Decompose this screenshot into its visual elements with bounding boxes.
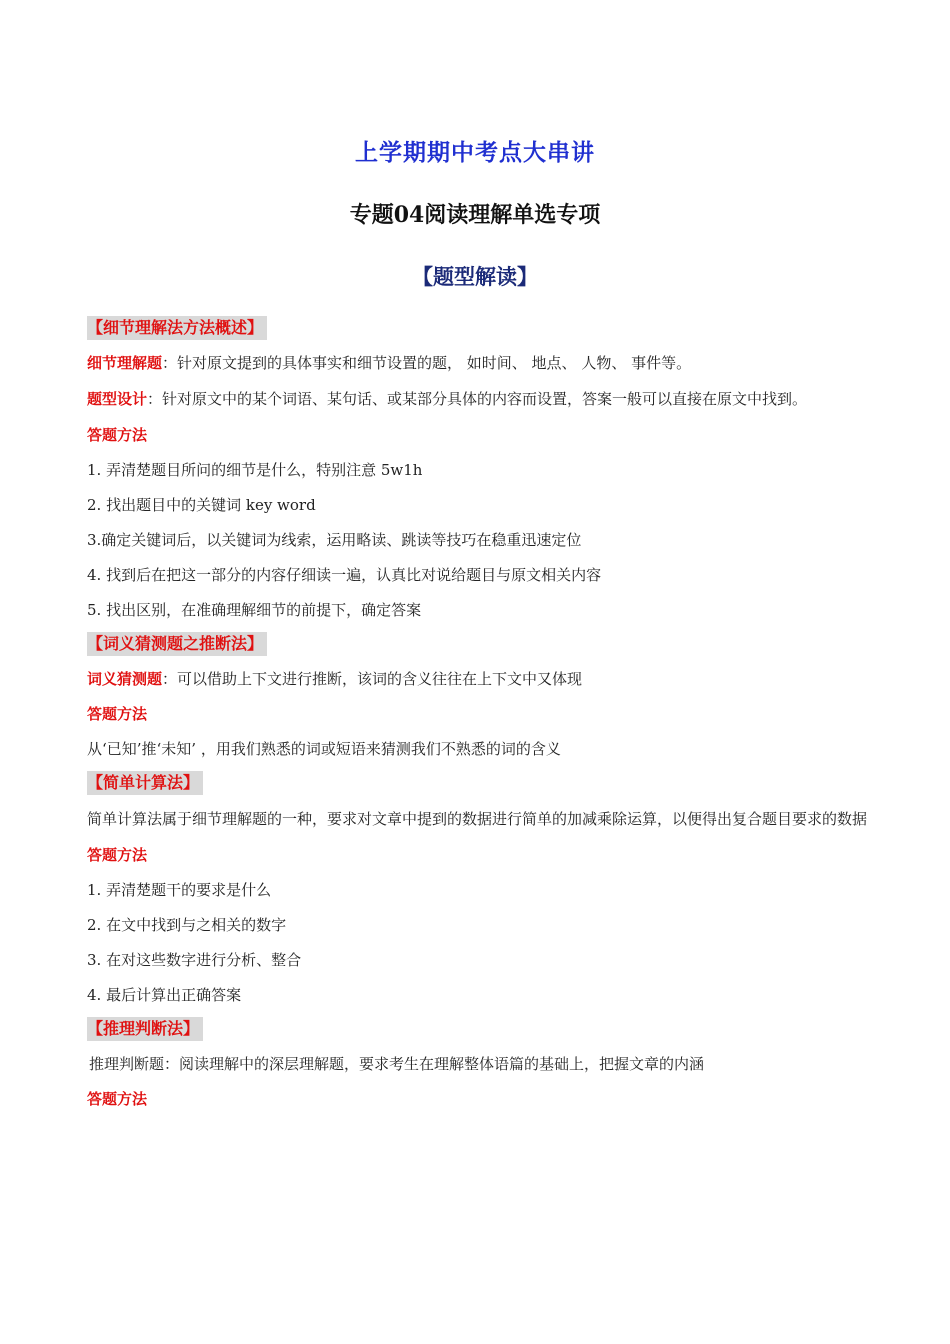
detail-step: 3.确定关键词后，以关键词为线索，运用略读、跳读等技巧在稳重迅速定位 <box>87 531 582 549</box>
section-title: 【题型解读】 <box>412 265 538 289</box>
calc-method-label: 答题方法 <box>87 846 148 864</box>
guess-method-text: 从‘已知’推‘未知’ ，用我们熟悉的词或短语来猜测我们不熟悉的词的含义 <box>87 740 561 758</box>
detail-def-label: 细节理解题 <box>87 354 163 372</box>
infer-heading: 【推理判断法】 <box>87 1017 203 1041</box>
calc-step: 3. 在对这些数字进行分析、整合 <box>87 951 302 969</box>
calc-heading: 【简单计算法】 <box>87 771 203 795</box>
guess-definition <box>87 662 867 697</box>
main-title: 上学期期中考点大串讲 <box>355 140 595 166</box>
infer-method-label: 答题方法 <box>87 1090 148 1108</box>
detail-heading: 【细节理解法方法概述】 <box>87 316 267 340</box>
calc-step: 2. 在文中找到与之相关的数字 <box>87 916 287 934</box>
detail-step: 4. 找到后在把这一部分的内容仔细读一遍，认真比对说给题目与原文相关内容 <box>87 566 602 584</box>
detail-design-text: ：针对原文中的某个词语、某句话、或某部分具体的内容而设置，答案一般可以直接在原文中找到。 <box>147 390 808 408</box>
detail-definition <box>87 346 867 381</box>
detail-method-label: 答题方法 <box>87 426 148 444</box>
calc-step: 4. 最后计算出正确答案 <box>87 986 242 1004</box>
detail-step: 1. 弄清楚题目所问的细节是什么，特别注意 5w1h <box>87 461 423 479</box>
guess-def-label: 词义猜测题 <box>87 670 163 688</box>
infer-definition: 推理判断题：阅读理解中的深层理解题，要求考生在理解整体语篇的基础上，把握文章的内涵 <box>89 1055 705 1073</box>
calc-definition: 简单计算法属于细节理解题的一种，要求对文章中提到的数据进行简单的加减乘除运算，以便得出复合题目要求的数据 <box>87 810 868 828</box>
detail-step: 5. 找出区别，在准确理解细节的前提下，确定答案 <box>87 601 422 619</box>
guess-def-text: ：可以借助上下文进行推断，该词的含义往往在上下文中又体现 <box>162 670 583 688</box>
guess-heading: 【词义猜测题之推断法】 <box>87 632 267 656</box>
content-body <box>87 312 867 1117</box>
calc-step: 1. 弄清楚题干的要求是什么 <box>87 881 272 899</box>
sub-title: 专题04阅读理解单选专项 <box>349 202 601 228</box>
detail-def-text: ：针对原文提到的具体事实和细节设置的题， 如时间、 地点、 人物、 事件等。 <box>162 354 692 372</box>
guess-method-label: 答题方法 <box>87 705 148 723</box>
detail-design-label: 题型设计 <box>87 390 148 408</box>
detail-design <box>87 381 867 418</box>
detail-step: 2. 找出题目中的关键词 key word <box>87 496 316 514</box>
